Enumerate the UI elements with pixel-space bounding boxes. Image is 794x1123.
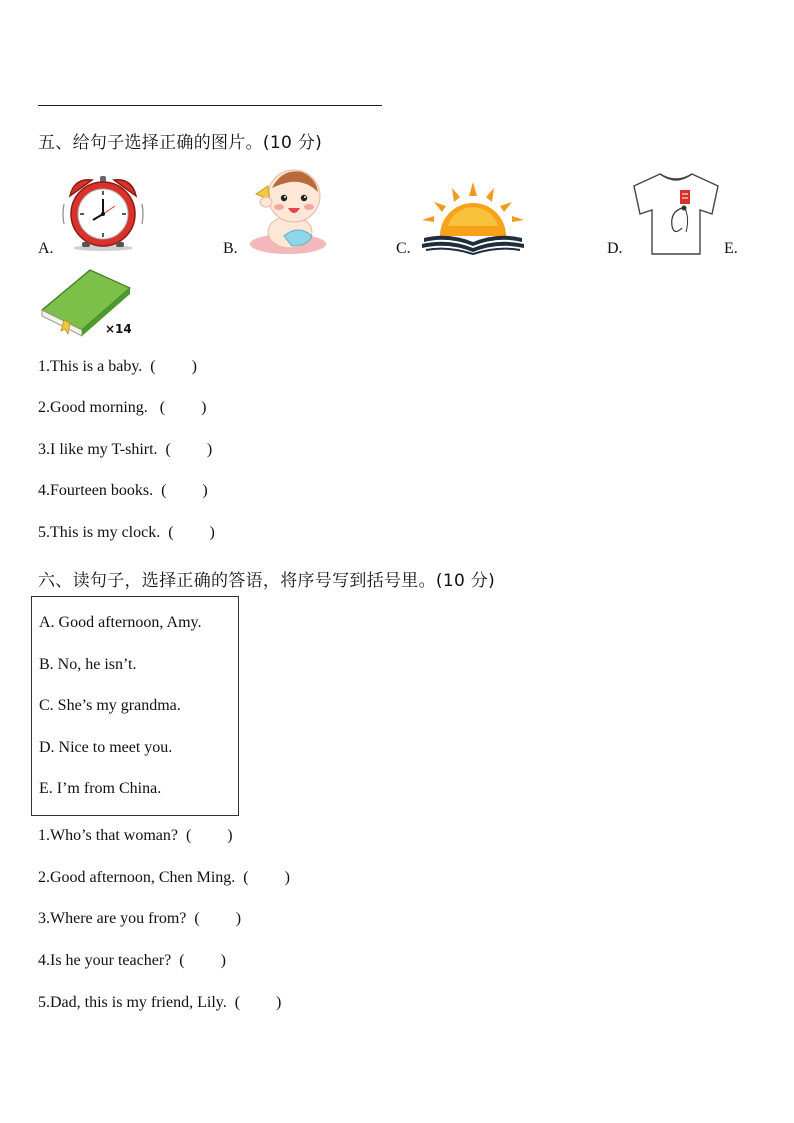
sunrise-book-icon — [418, 178, 528, 256]
s5-question-1: 1.This is a baby. ( ) — [38, 358, 197, 375]
option-c-label: C. — [396, 240, 411, 257]
choice-d: D. Nice to meet you. — [39, 739, 173, 756]
answer-choices-box — [31, 596, 239, 816]
s6-question-5: 5.Dad, this is my friend, Lily. ( ) — [38, 994, 282, 1011]
section6-heading: 六、读句子，选择正确的答语，将序号写到括号里。(10 分) — [38, 571, 495, 591]
top-rule — [38, 105, 382, 106]
s5-question-5: 5.This is my clock. ( ) — [38, 524, 215, 541]
s6-question-1: 1.Who’s that woman? ( ) — [38, 827, 233, 844]
option-e-label: E. — [724, 240, 738, 257]
s5-question-3: 3.I like my T-shirt. ( ) — [38, 441, 213, 458]
book-count-label: ×14 — [105, 322, 132, 336]
clock-icon — [60, 172, 146, 252]
baby-icon — [246, 164, 332, 256]
section5-heading: 五、给句子选择正确的图片。(10 分) — [38, 133, 322, 153]
option-a-label: A. — [38, 240, 54, 257]
tshirt-icon — [630, 170, 722, 256]
choice-b: B. No, he isn’t. — [39, 656, 137, 673]
option-b-label: B. — [223, 240, 238, 257]
choice-e: E. I’m from China. — [39, 780, 162, 797]
s5-question-4: 4.Fourteen books. ( ) — [38, 482, 208, 499]
s6-question-3: 3.Where are you from? ( ) — [38, 910, 242, 927]
option-d-label: D. — [607, 240, 623, 257]
s5-question-2: 2.Good morning. ( ) — [38, 399, 207, 416]
s6-question-2: 2.Good afternoon, Chen Ming. ( ) — [38, 869, 290, 886]
s6-question-4: 4.Is he your teacher? ( ) — [38, 952, 226, 969]
choice-a: A. Good afternoon, Amy. — [39, 614, 202, 631]
choice-c: C. She’s my grandma. — [39, 697, 181, 714]
